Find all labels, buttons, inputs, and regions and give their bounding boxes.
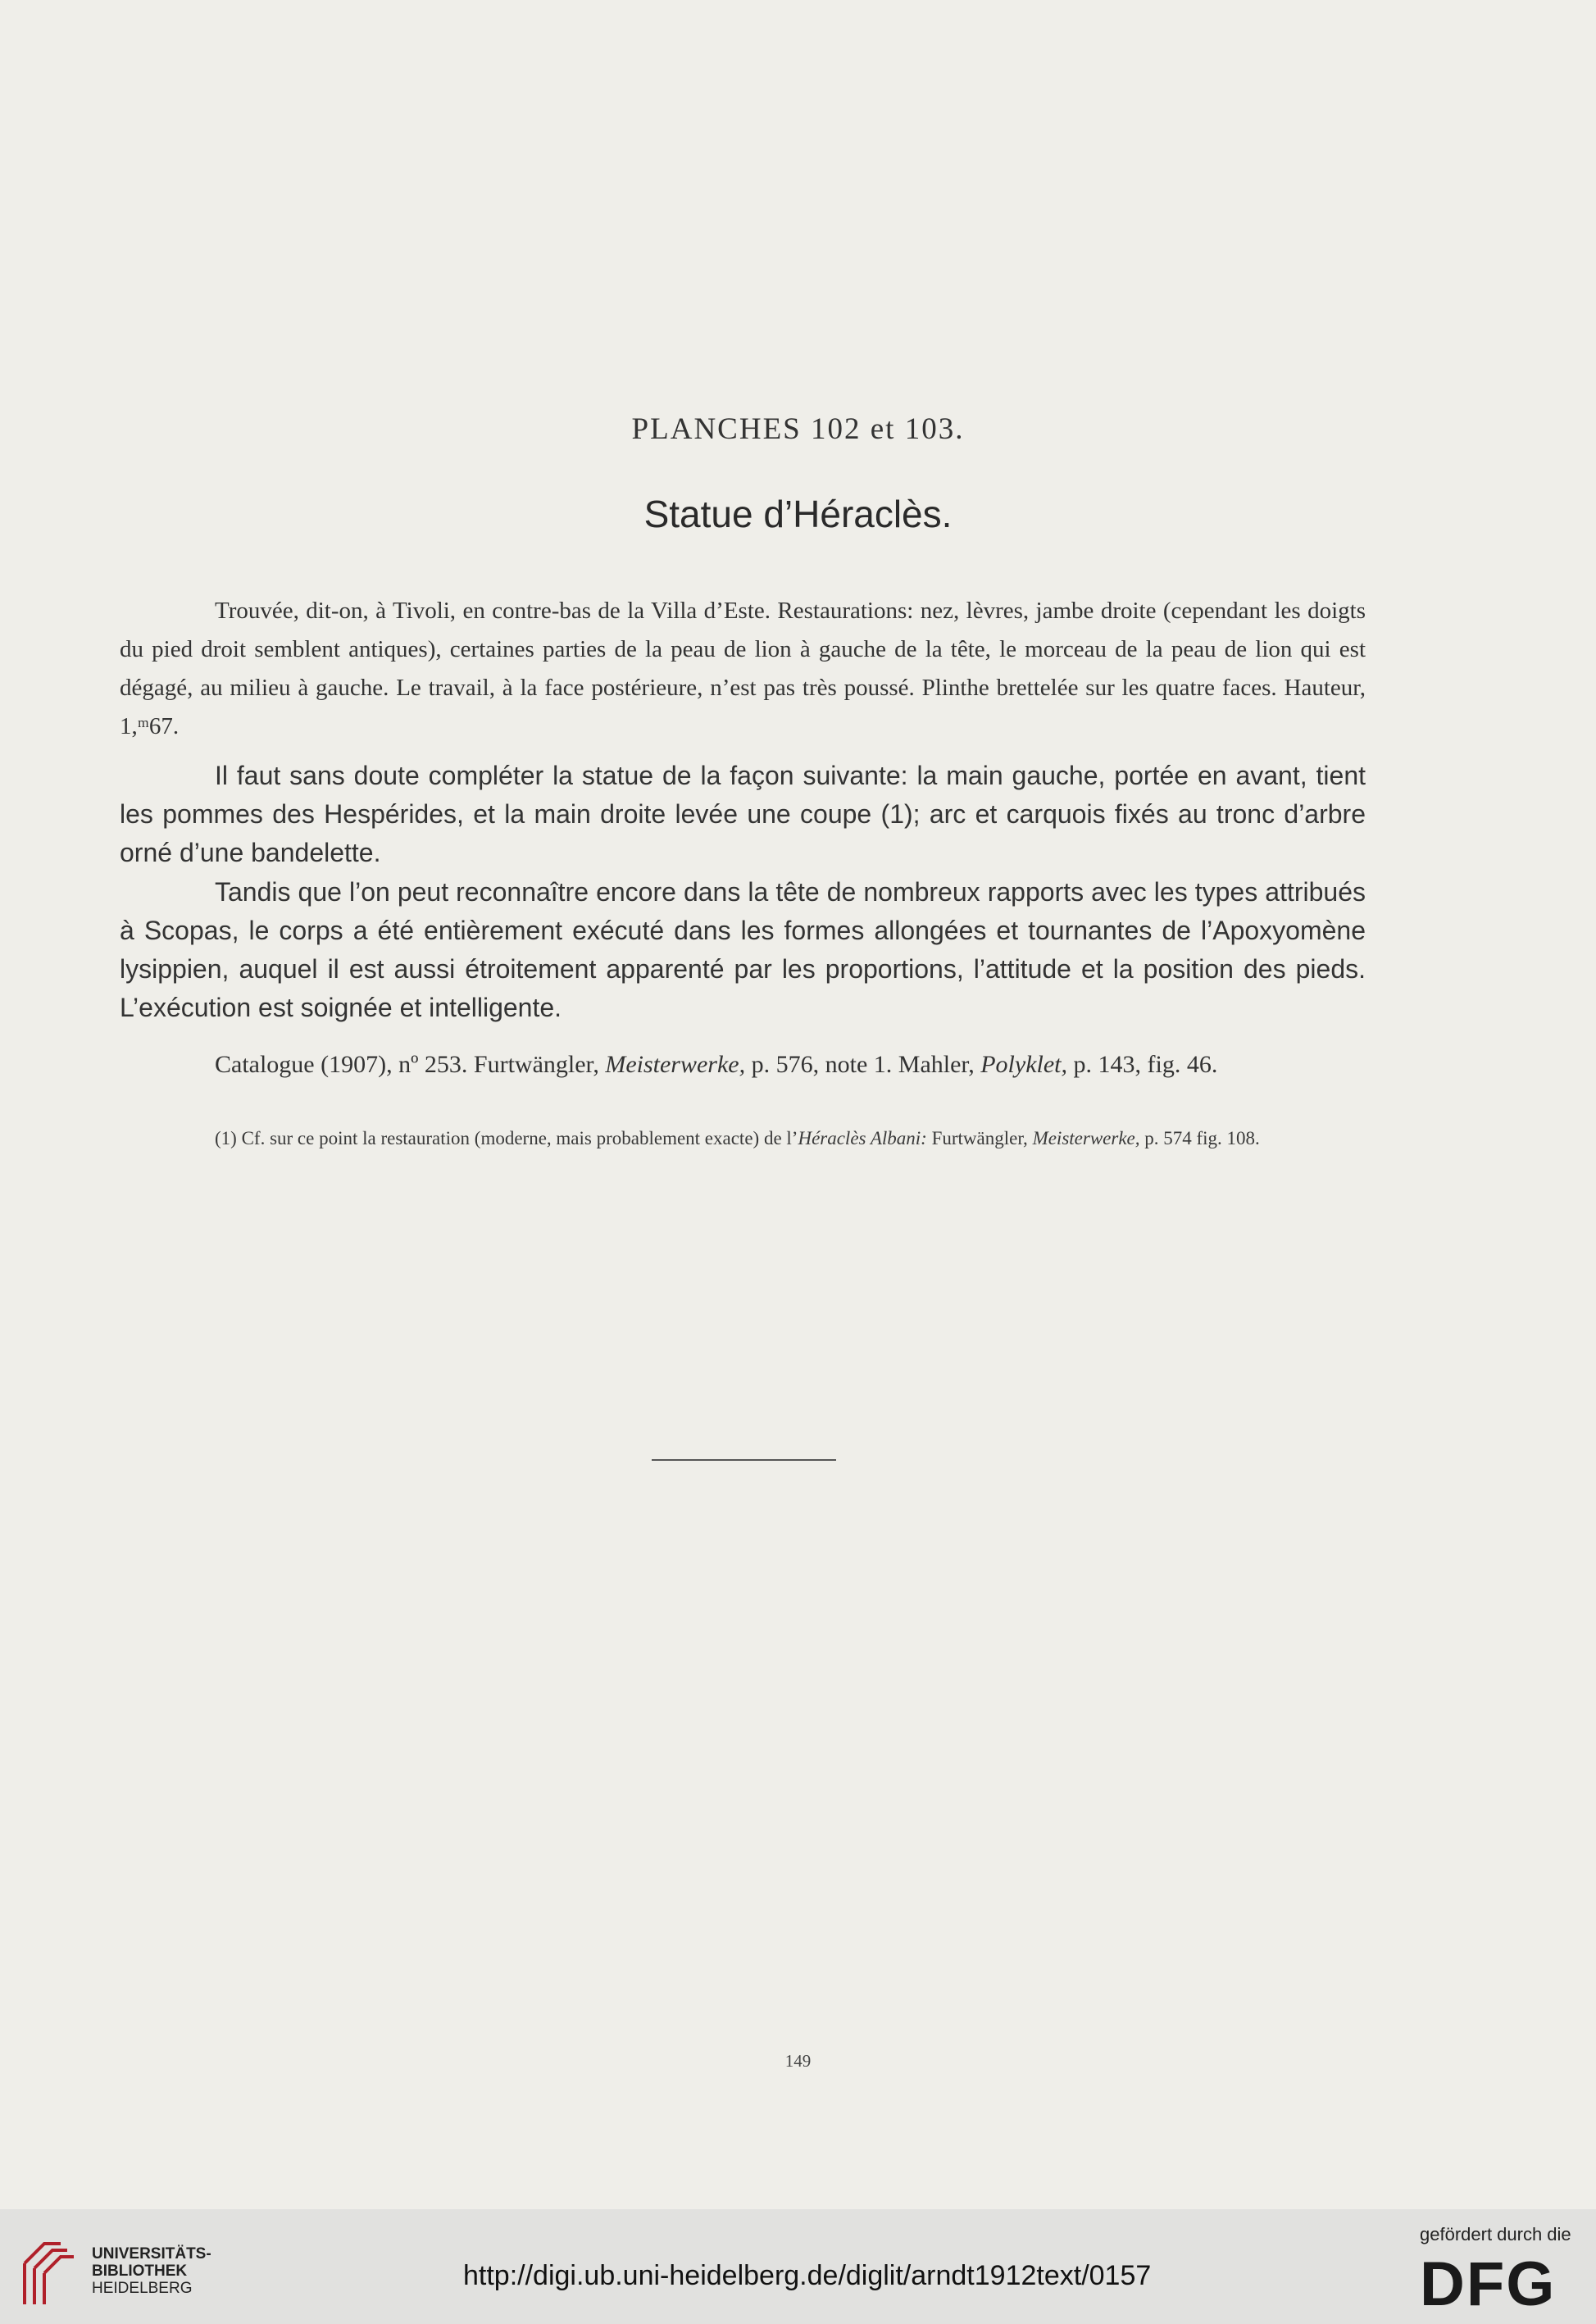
catalogue-work-2: Polyklet, bbox=[980, 1051, 1067, 1078]
footnote-text-3: p. 574 fig. 108. bbox=[1139, 1128, 1260, 1148]
library-line-1: UNIVERSITÄTS- bbox=[92, 2245, 211, 2263]
funding-note: gefördert durch die bbox=[1420, 2224, 1571, 2244]
page-title: Statue d’Héraclès. bbox=[643, 493, 953, 535]
restoration-paragraph: Il faut sans doute compléter la statue de la façon suivante: la main gauche, portée en avant, tient les pommes des Hespérides, et la main droite levée une coupe (1); arc et carquois fixés au tronc d’arbre orné d’une bandelette. bbox=[120, 761, 1366, 867]
catalogue-text-1: Catalogue (1907), nº 253. Furtwängler, bbox=[215, 1051, 606, 1078]
permalink-url[interactable]: http://digi.ub.uni-heidelberg.de/diglit/arndt1912text/0157 bbox=[463, 2260, 1152, 2291]
catalogue-text-2: p. 576, note 1. Mahler, bbox=[745, 1051, 981, 1078]
library-line-2: BIBLIOTHEK bbox=[92, 2263, 188, 2280]
section-divider bbox=[652, 1459, 836, 1461]
footnote bbox=[120, 1125, 1366, 1152]
dfg-logo: DFG bbox=[1420, 2249, 1557, 2319]
style-paragraph: Tandis que l’on peut reconnaître encore dans la tête de nombreux rapports avec les types attribués à Scopas, le corps a été entièrement exécuté dans les formes allongées et tournantes de l’Apoxyomène lysippien, auquel il est aussi étroitement apparenté par les proportions, l’attitude et la position des pieds. L’exécution est soignée et intelligente. bbox=[120, 877, 1366, 1022]
page-number: 149 bbox=[784, 2051, 812, 2071]
footnote-work-1: Héraclès Albani: bbox=[798, 1128, 927, 1148]
catalogue-work-1: Meisterwerke, bbox=[605, 1051, 746, 1078]
footer-bar bbox=[0, 2209, 1596, 2324]
library-name bbox=[92, 2245, 211, 2297]
description-paragraph: Trouvée, dit-on, à Tivoli, en contre-bas de la Villa d’Este. Restaurations: nez, lèvres, jambe droite (cependant les doigts du pied droit semblent antiques), certaines parties de la peau de lion à gauche de la tête, le morceau de la peau de lion qui est dégagé, au milieu à gauche. Le travail, à la face postérieure, n’est pas très poussé. Plinthe brettelée sur les quatre faces. Hauteur, 1,ᵐ67. bbox=[120, 598, 1366, 739]
plate-heading: PLANCHES 102 et 103. bbox=[631, 412, 965, 446]
footnote-text-2: Furtwängler, bbox=[926, 1128, 1033, 1148]
catalogue-text-3: p. 143, fig. 46. bbox=[1067, 1051, 1218, 1078]
library-line-3: HEIDELBERG bbox=[92, 2280, 193, 2297]
footnote-text-1: (1) Cf. sur ce point la restauration (moderne, mais probablement exacte) de l’ bbox=[215, 1128, 798, 1148]
catalogue-reference bbox=[215, 1051, 1217, 1079]
library-logo-icon bbox=[20, 2239, 84, 2308]
footnote-work-2: Meisterwerke, bbox=[1032, 1128, 1140, 1148]
